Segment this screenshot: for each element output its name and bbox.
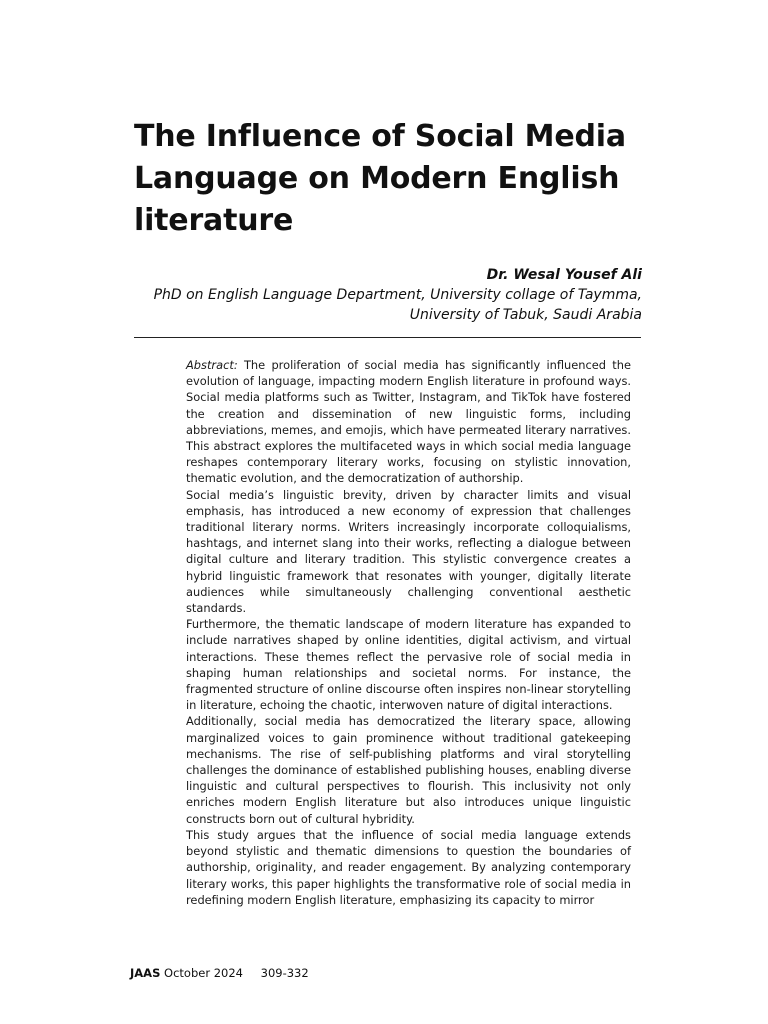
affiliation-line-1: PhD on English Language Department, University collage of Taymma,: [153, 287, 642, 303]
abstract-paragraph: [186, 357, 631, 487]
abstract-paragraph: Social media’s linguistic brevity, driven by character limits and visual emphasis, has introduced a new economy of expression that challenges traditional literary norms. Writers increasingly incorporate colloquialisms, hashtags, and internet slang into their works, reflecting a dialogue between digital culture and literary tradition. This stylistic convergence creates a hybrid linguistic framework that resonates with younger, digitally literate audiences while simultaneously challenging conventional aesthetic standards.: [186, 487, 631, 616]
footer-pages: 309-332: [260, 966, 309, 980]
abstract-paragraph: This study argues that the influence of social media language extends beyond stylistic and thematic dimensions to question the boundaries of authorship, originality, and reader engagement. By analyzing contemporary literary works, this paper highlights the transformative role of social media in redefining modern English literature, emphasizing its capacity to mirror: [186, 827, 631, 907]
paper-title: The Influence of Social Media Language on Modern English literature: [134, 119, 626, 238]
abstract-paragraph: Furthermore, the thematic landscape of modern literature has expanded to include narratives shaped by online identities, digital activism, and virtual interactions. These themes reflect the pervasive role of social media in shaping human relationships and societal norms. For instance, the fragmented structure of online discourse often inspires non-linear storytelling in literature, echoing the chaotic, interwoven nature of digital interactions.: [186, 617, 631, 713]
abstract-paragraph-1-text: The proliferation of social media has significantly influenced the evolution of language, impacting modern English literature in profound ways. Social media platforms such as Twitter, Instagram, and TikTok have fostered the creation and dissemination of new linguistic forms, including abbreviations, memes, and emojis, which have permeated literary narratives. This abstract explores the multifaceted ways in which social media language reshapes contemporary literary works, focusing on stylistic innovation, thematic evolution, and the democratization of authorship.: [186, 358, 631, 486]
abstract: [186, 357, 631, 908]
footer-journal: JAAS: [130, 966, 161, 980]
author-block: [134, 265, 642, 325]
abstract-label: Abstract:: [186, 358, 238, 372]
abstract-paragraph: Additionally, social media has democratized the literary space, allowing marginalized voices to gain prominence without traditional gatekeeping mechanisms. The rise of self-publishing platforms and viral storytelling challenges the dominance of established publishing houses, enabling diverse linguistic and cultural perspectives to flourish. This inclusivity not only enriches modern English literature but also introduces unique linguistic constructs born out of cultural hybridity.: [186, 714, 631, 826]
page-footer: [130, 965, 309, 981]
footer-date: October 2024: [164, 966, 243, 980]
affiliation-line-2: University of Tabuk, Saudi Arabia: [409, 307, 642, 323]
title-divider: [134, 337, 641, 338]
author-name: Dr. Wesal Yousef Ali: [486, 267, 642, 283]
